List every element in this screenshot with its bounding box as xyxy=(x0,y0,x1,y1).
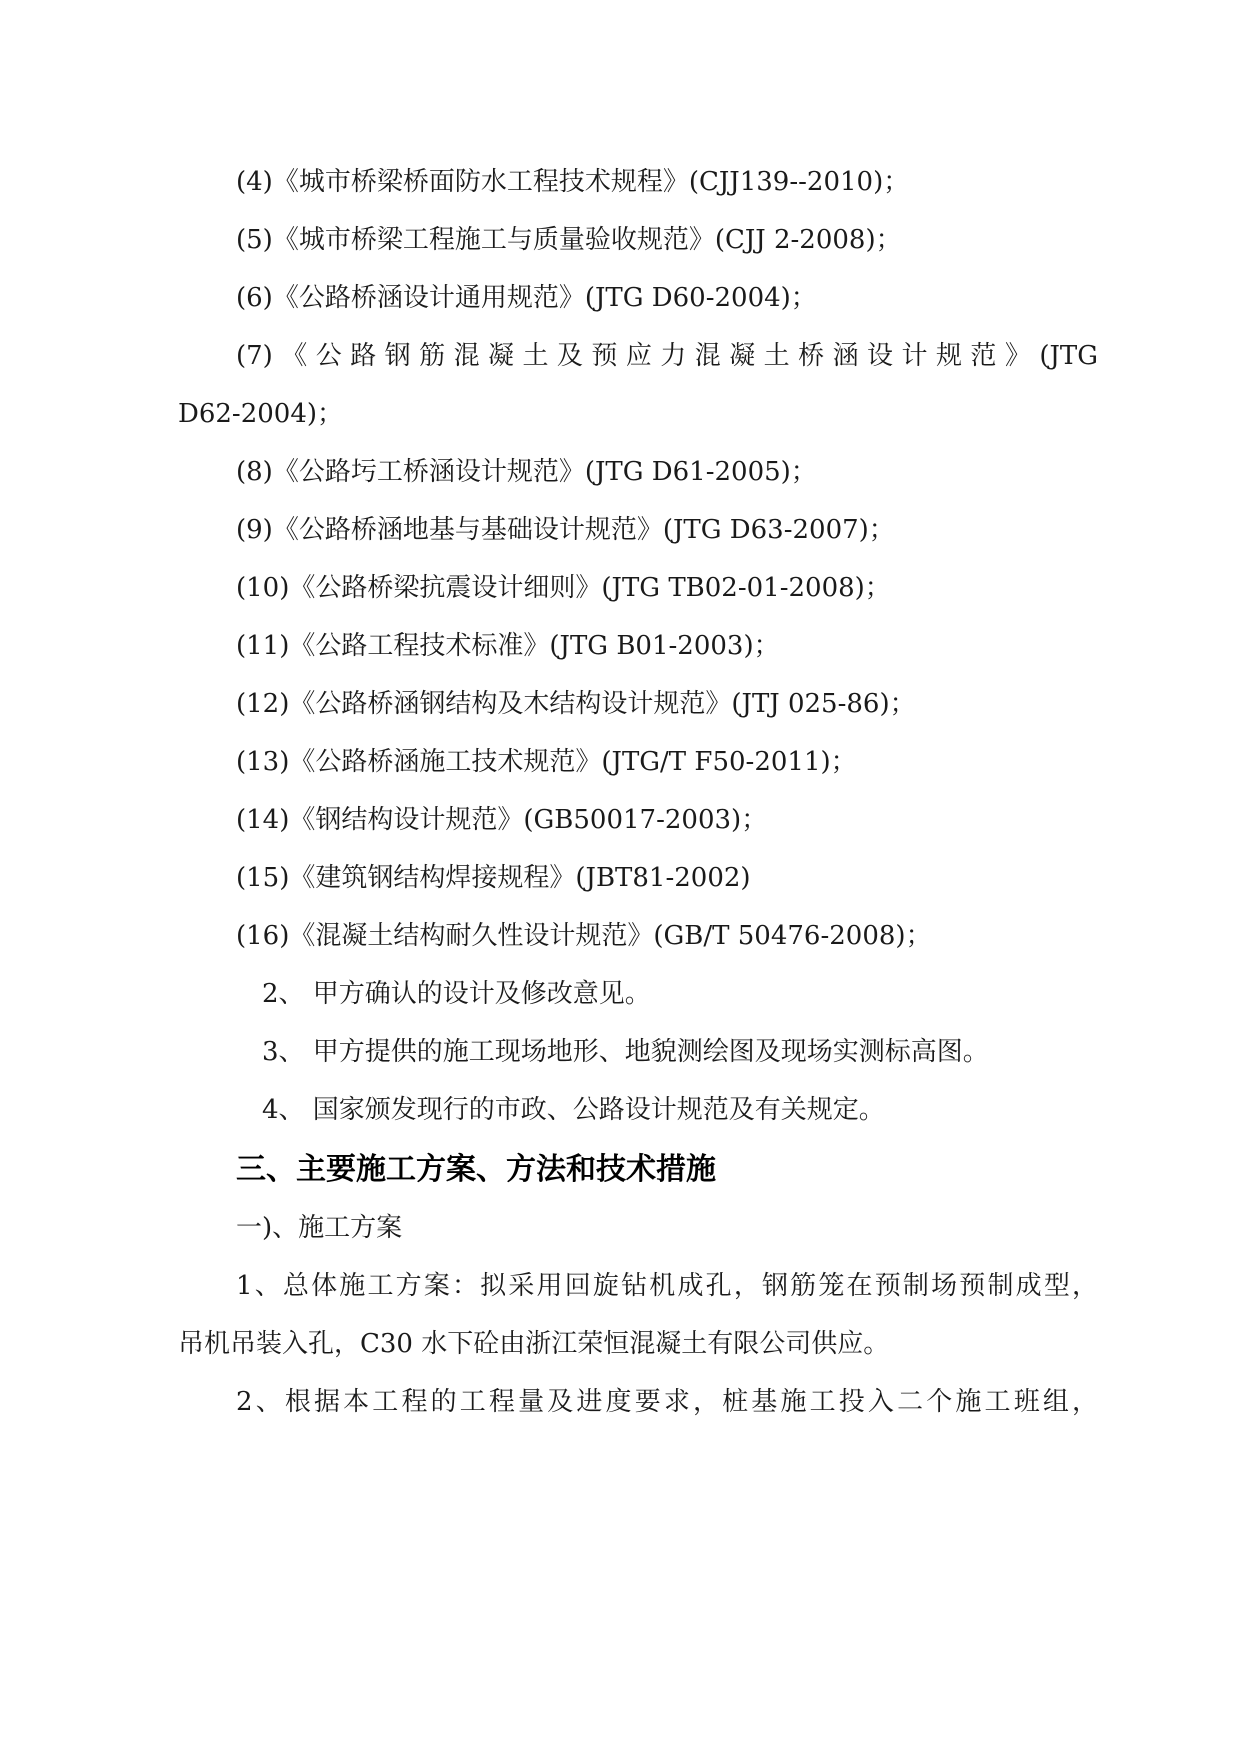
basis-item-2: 2、 甲方确认的设计及修改意见。 xyxy=(262,979,651,1009)
reference-item-5: (5)《城市桥梁工程施工与质量验收规范》(CJJ 2-2008)； xyxy=(236,225,902,255)
reference-item-8: (8)《公路圬工桥涵设计规范》(JTG D61-2005)； xyxy=(236,457,817,487)
paragraph-2-line-1: 2、根据本工程的工程量及进度要求，桩基施工投入二个施工班组， xyxy=(236,1387,1098,1417)
reference-item-6: (6)《公路桥涵设计通用规范》(JTG D60-2004)； xyxy=(236,283,817,313)
subsection-title: 一)、施工方案 xyxy=(236,1213,403,1243)
basis-item-4: 4、 国家颁发现行的市政、公路设计规范及有关规定。 xyxy=(262,1095,885,1125)
reference-item-7-continued: D62-2004)； xyxy=(178,399,344,429)
reference-item-10: (10)《公路桥梁抗震设计细则》(JTG TB02-01-2008)； xyxy=(236,573,891,603)
basis-item-3: 3、 甲方提供的施工现场地形、地貌测绘图及现场实测标高图。 xyxy=(262,1037,989,1067)
reference-item-4: (4)《城市桥梁桥面防水工程技术规程》(CJJ139--2010)； xyxy=(236,167,910,197)
reference-item-15: (15)《建筑钢结构焊接规程》(JBT81-2002) xyxy=(236,863,751,893)
section-heading: 三、主要施工方案、方法和技术措施 xyxy=(236,1152,716,1187)
reference-item-12: (12)《公路桥涵钢结构及木结构设计规范》(JTJ 025-86)； xyxy=(236,689,916,719)
paragraph-1-line-1: 1、总体施工方案：拟采用回旋钻机成孔，钢筋笼在预制场预制成型， xyxy=(236,1271,1098,1301)
reference-item-11: (11)《公路工程技术标准》(JTG B01-2003)； xyxy=(236,631,780,661)
reference-item-13: (13)《公路桥涵施工技术规范》(JTG/T F50-2011)； xyxy=(236,747,857,777)
reference-item-7: (7)《公路钢筋混凝土及预应力混凝土桥涵设计规范》(JTG xyxy=(236,341,1098,371)
reference-item-9: (9)《公路桥涵地基与基础设计规范》(JTG D63-2007)； xyxy=(236,515,895,545)
reference-item-16: (16)《混凝土结构耐久性设计规范》(GB/T 50476-2008)； xyxy=(236,921,932,951)
reference-item-14: (14)《钢结构设计规范》(GB50017-2003)； xyxy=(236,805,768,835)
paragraph-1-line-2: 吊机吊装入孔，C30 水下砼由浙江荣恒混凝土有限公司供应。 xyxy=(178,1329,890,1359)
